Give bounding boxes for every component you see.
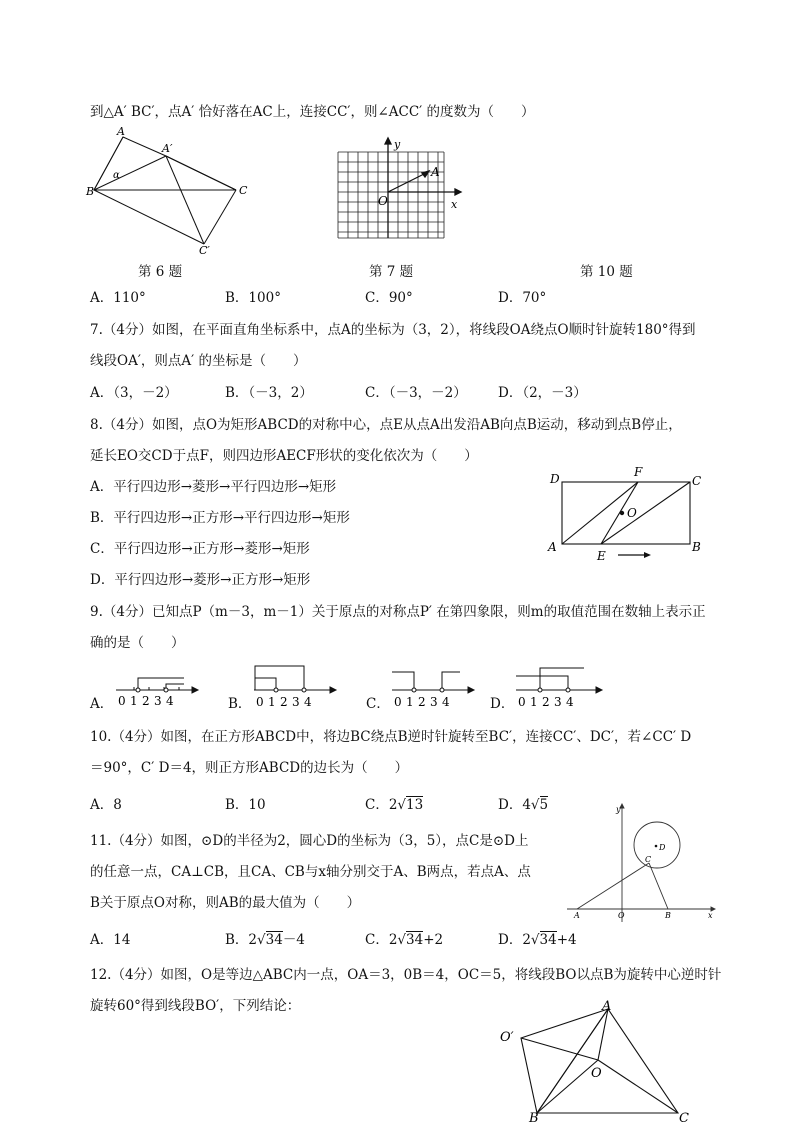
q11-stem-1: 11.（4分）如图，⊙D的半径为2，圆心D的坐标为（3，5），点C是⊙D上 [90,833,529,849]
tick-4: 4 [442,695,450,709]
radicand: 13 [406,797,424,813]
q6-option-d[interactable]: D．70° [498,290,547,306]
q11-option-b[interactable] [225,930,305,950]
axis-x-label: x [451,198,458,211]
q12-stem-2: 旋转60°得到线段BO′，下列结论： [90,998,301,1014]
tick-4: 4 [166,694,174,708]
tick-1: 1 [130,694,138,708]
label-A: A [117,125,125,138]
tick-0: 0 [518,695,526,709]
sqrt-sign: √ [530,797,540,813]
label-D: D [550,472,560,486]
sqrt-sign: √ [257,932,266,948]
label-A: A [602,999,612,1014]
option-prefix: B．2 [225,932,258,948]
tick-3: 3 [430,695,438,709]
q7-option-c[interactable]: C．（－3，－2） [365,385,467,401]
tick-3: 3 [154,694,162,708]
q9-option-b[interactable]: B． [228,696,252,712]
option-prefix: D．2 [498,932,531,948]
label-A: A [548,540,557,554]
q11-option-a[interactable]: A．14 [90,932,131,948]
label-C-prime: C′ [199,244,210,257]
q9-option-c[interactable]: C． [366,696,390,712]
label-A: A [431,165,440,179]
q8-stem-1: 8.（4分）如图，点O为矩形ABCD的对称中心，点E从点A出发沿AB向点B运动，移动到点B停止， [90,417,682,433]
label-C: C [692,474,702,488]
caption-q7: 第 7 题 [369,264,414,280]
q7-option-d[interactable]: D．（2，－3） [498,385,587,401]
label-F: F [634,465,643,479]
tick-2: 2 [418,695,426,709]
figure-q7 [330,136,470,246]
axis-x-label: x [708,911,713,920]
option-suffix: +2 [423,932,444,948]
label-B: B [665,911,671,920]
label-O: O [378,194,388,208]
option-suffix: +4 [556,932,577,948]
tick-3: 3 [554,695,562,709]
tick-4: 4 [566,695,574,709]
label-B: B [692,540,701,554]
q12-stem-1: 12.（4分）如图，O是等边△ABC内一点，OA＝3，0B＝4，OC＝5，将线段BO以点B为旋转中心逆时针 [90,967,722,983]
q9-stem-2: 确的是（ ） [90,635,185,651]
q11-stem-3: B关于原点O对称，则AB的最大值为（ ） [90,895,361,911]
label-O: O [618,911,625,920]
q9-numberline-a [110,672,205,712]
caption-q10: 第 10 题 [580,264,633,280]
option-prefix: C．2 [365,797,398,813]
label-A: A [574,911,580,920]
q7-stem-2: 线段OA′，则点A′ 的坐标是（ ） [90,353,307,369]
tick-0: 0 [256,695,264,709]
tick-3: 3 [292,695,300,709]
axis-y-label: y [394,138,401,151]
q6-option-c[interactable]: C．90° [365,290,413,306]
radicand: 5 [539,797,549,813]
q9-stem-1: 9.（4分）已知点P（m－3，m－1）关于原点的对称点P′ 在第四象限，则m的取值范围在数轴上表示正 [90,604,706,620]
label-E: E [597,549,606,563]
tick-1: 1 [406,695,414,709]
radicand: 34 [406,932,424,948]
tick-2: 2 [142,694,150,708]
tick-2: 2 [542,695,550,709]
sqrt-sign: √ [530,932,540,948]
q11-option-c[interactable] [365,930,443,950]
label-C: C [645,855,652,864]
q6-stem-tail: 到△A′ BC′，点A′ 恰好落在AC上，连接CC′，则∠ACC′ 的度数为（ ） [90,104,535,120]
q10-stem-1: 10.（4分）如图，在正方形ABCD中，将边BC绕点B逆时针旋转至BC′，连接CC′、DC′，若∠CC′ D [90,729,692,745]
q10-stem-2: ＝90°，C′ D＝4，则正方形ABCD的边长为（ ） [90,760,409,776]
label-alpha: α [113,170,120,181]
figure-q12 [495,1000,705,1123]
q9-option-a[interactable]: A． [90,696,114,712]
q11-option-d[interactable] [498,930,577,950]
label-O: O [591,1066,602,1081]
tick-1: 1 [268,695,276,709]
q10-option-b[interactable]: B．10 [225,797,266,813]
tick-2: 2 [280,695,288,709]
q8-stem-2: 延长EO交CD于点F，则四边形AECF形状的变化依次为（ ） [90,448,478,464]
q9-option-d[interactable]: D． [490,696,515,712]
caption-q6: 第 6 题 [138,264,183,280]
q7-option-b[interactable]: B．（－3，2） [225,385,313,401]
option-prefix: D．4 [498,797,531,813]
label-O: O [627,506,637,520]
figure-q6 [86,124,246,259]
q9-numberline-c [386,664,481,712]
q7-option-a[interactable]: A．（3，－2） [90,385,178,401]
label-C: C [239,184,248,197]
q9-numberline-b [248,664,343,712]
label-D: D [659,843,666,852]
tick-0: 0 [118,694,126,708]
tick-0: 0 [394,695,402,709]
tick-1: 1 [530,695,538,709]
q8-option-a[interactable]: A．平行四边形→菱形→平行四边形→矩形 [90,479,337,495]
label-B: B [529,1111,539,1123]
label-B: B [86,185,95,198]
q8-option-b[interactable]: B．平行四边形→正方形→平行四边形→矩形 [90,510,350,526]
q8-option-c[interactable]: C．平行四边形→正方形→菱形→矩形 [90,541,310,557]
q9-numberline-d [510,664,610,712]
figure-q8 [540,462,710,562]
q11-stem-2: 的任意一点，CA⊥CB，且CA、CB与x轴分别交于A、B两点，若点A、点 [90,864,531,880]
q10-option-a[interactable]: A．8 [90,797,122,813]
q6-option-b[interactable]: B．100° [225,290,281,306]
option-prefix: C．2 [365,932,398,948]
label-C: C [679,1111,689,1123]
radicand: 34 [539,932,557,948]
q7-stem-1: 7.（4分）如图，在平面直角坐标系中，点A的坐标为（3，2），将线段OA绕点O顺时针旋转180°得到 [90,322,696,338]
option-suffix: －4 [282,932,305,948]
label-O-prime: O′ [500,1030,514,1045]
radicand: 34 [265,932,283,948]
q10-option-d[interactable] [498,795,548,815]
q8-option-d[interactable]: D．平行四边形→菱形→正方形→矩形 [90,572,311,588]
label-A-prime: A′ [162,142,173,155]
figure-q11 [565,800,725,925]
q10-option-c[interactable] [365,795,423,815]
axis-y-label: y [616,805,621,814]
q6-option-a[interactable]: A．110° [90,290,146,306]
tick-4: 4 [304,695,312,709]
sqrt-sign: √ [397,797,407,813]
sqrt-sign: √ [397,932,407,948]
